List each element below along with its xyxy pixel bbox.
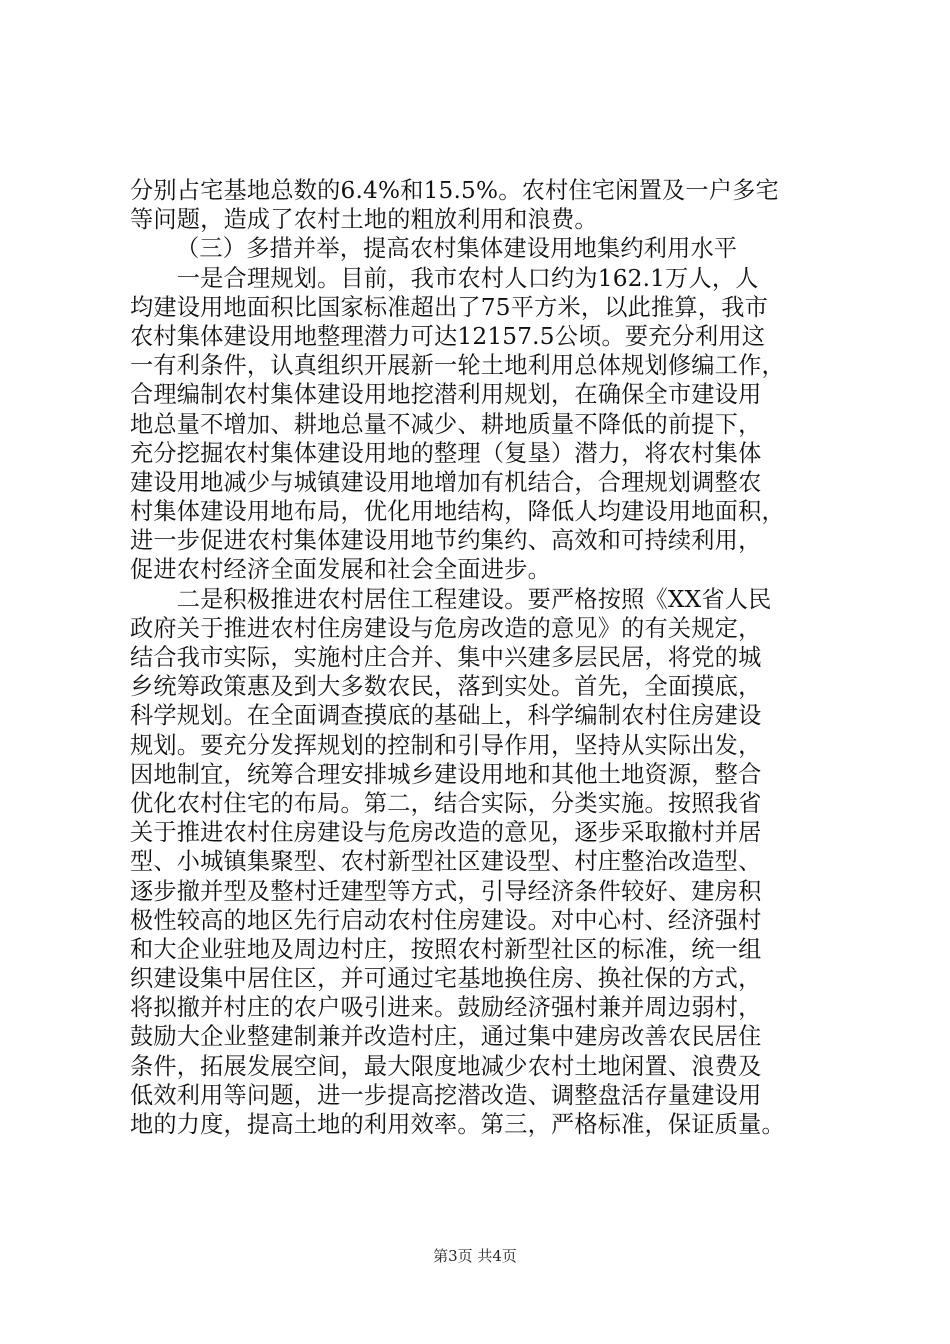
text-line: 鼓励大企业整建制兼并改造村庄，通过集中建房改善农民居住 — [130, 1023, 762, 1051]
text-line: 一是合理规划。目前，我市农村人口约为162.1万人，人 — [130, 264, 759, 292]
text-line: 低效利用等问题，进一步提高挖潜改造、调整盘活存量建设用 — [130, 1081, 762, 1109]
text-line: 地总量不增加、耕地总量不减少、耕地质量不降低的前提下， — [130, 410, 762, 438]
text-line: 一有利条件，认真组织开展新一轮土地利用总体规划修编工作， — [130, 352, 785, 380]
text-line: 因地制宜，统筹合理安排城乡建设用地和其他土地资源，整合 — [130, 760, 762, 788]
text-line: 促进农村经济全面发展和社会全面进步。 — [130, 556, 551, 584]
text-line: 村集体建设用地布局，优化用地结构，降低人均建设用地面积， — [130, 498, 785, 526]
text-line: 极性较高的地区先行启动农村住房建设。对中心村、经济强村 — [130, 906, 762, 934]
text-line: 科学规划。在全面调查摸底的基础上，科学编制农村住房建设 — [130, 702, 762, 730]
text-line: 乡统筹政策惠及到大多数农民，落到实处。首先，全面摸底， — [130, 673, 762, 701]
text-line: 地的力度，提高土地的利用效率。第三，严格标准，保证质量。 — [130, 1111, 785, 1138]
text-line: 二是积极推进农村居住工程建设。要严格按照《XX省人民 — [130, 585, 772, 613]
section-heading: （三）多措并举，提高农村集体建设用地集约利用水平 — [176, 235, 738, 263]
text-line: 进一步促进农村集体建设用地节约集约、高效和可持续利用， — [130, 527, 762, 555]
text-line: 农村集体建设用地整理潜力可达12157.5公顷。要充分利用这 — [130, 322, 766, 350]
page-indicator: 第3页 共4页 — [433, 1247, 517, 1265]
page-footer — [0, 1246, 950, 1266]
text-line: 均建设用地面积比国家标准超出了75平方米，以此推算，我市 — [130, 293, 768, 321]
text-line: 和大企业驻地及周边村庄，按照农村新型社区的标准，统一组 — [130, 935, 762, 963]
text-line: 建设用地减少与城镇建设用地增加有机结合，合理规划调整农 — [130, 468, 762, 496]
text-line: 政府关于推进农村住房建设与危房改造的意见》的有关规定， — [130, 614, 762, 642]
text-line: 关于推进农村住房建设与危房改造的意见，逐步采取撤村并居 — [130, 819, 762, 847]
text-line: 充分挖掘农村集体建设用地的整理（复垦）潜力，将农村集体 — [130, 439, 762, 467]
text-line: 逐步撤并型及整村迁建型等方式，引导经济条件较好、建房积 — [130, 877, 762, 905]
text-line: 条件，拓展发展空间，最大限度地减少农村土地闲置、浪费及 — [130, 1052, 762, 1080]
text-line: 织建设集中居住区，并可通过宅基地换住房、换社保的方式， — [130, 965, 762, 993]
text-line: 结合我市实际，实施村庄合并、集中兴建多层民居，将党的城 — [130, 644, 762, 671]
text-line: 合理编制农村集体建设用地挖潜利用规划，在确保全市建设用 — [130, 381, 762, 409]
text-line: 等问题，造成了农村土地的粗放利用和浪费。 — [130, 206, 598, 234]
text-line: 型、小城镇集聚型、农村新型社区建设型、村庄整治改造型、 — [130, 848, 762, 876]
text-line: 将拟撤并村庄的农户吸引进来。鼓励经济强村兼并周边弱村， — [130, 994, 762, 1022]
text-line: 分别占宅基地总数的6.4%和15.5%。农村住宅闲置及一户多宅 — [130, 177, 779, 204]
body-text — [130, 176, 830, 1139]
text-line: 优化农村住宅的布局。第二，结合实际，分类实施。按照我省 — [130, 789, 762, 817]
text-line: 规划。要充分发挥规划的控制和引导作用，坚持从实际出发， — [130, 731, 762, 759]
